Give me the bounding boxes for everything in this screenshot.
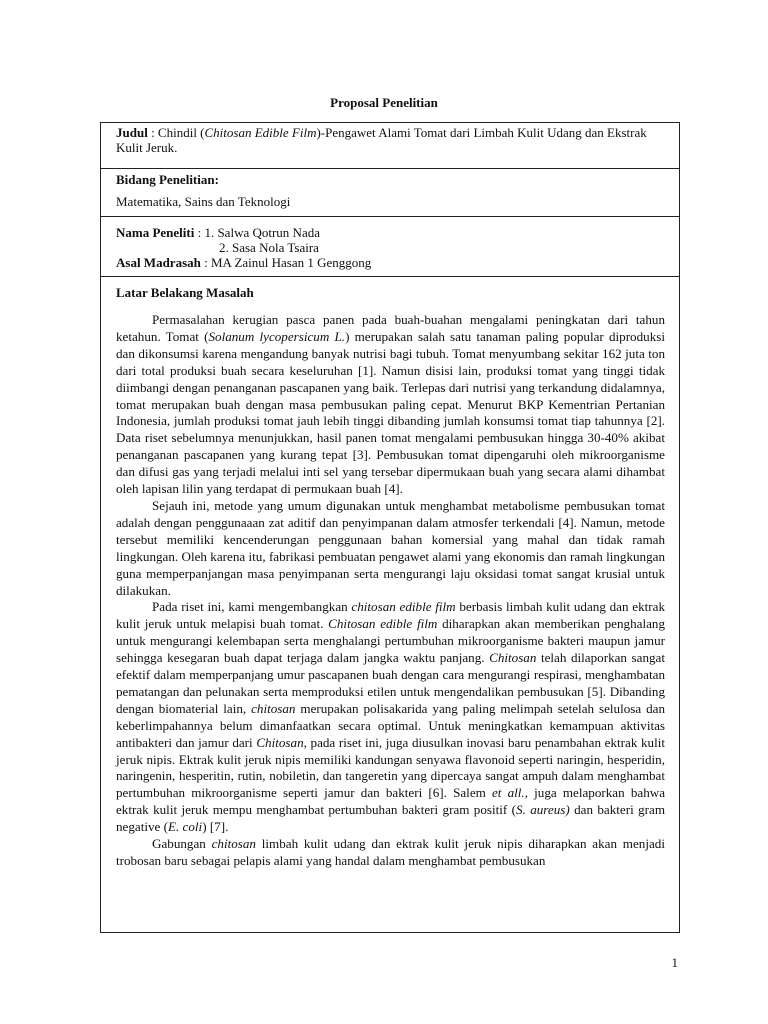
peneliti-line-1 (116, 225, 664, 240)
section-heading: Latar Belakang Masalah (116, 285, 254, 300)
peneliti-row (101, 217, 679, 277)
paragraph-3: Pada riset ini, kami mengembangkan chitosan edible film berbasis limbah kulit udang dan ektrak kulit jeruk untuk melapisi buah tomat. Chitosan edible film diharapkan akan memberikan penghalang untuk mengurangi kelembapan serta menghalangi pertumbuhan mikroorganisme bakteri maupun jamur sehingga kesegaran buah dapat terjaga dalam jangka waktu panjang. Chitosan telah dilaporkan sangat efektif dalam memperpanjang umur pascapanen buah dengan cara mengurangi respirasi, menghambatan pematangan dan pelunakan serta memproduksi etilen untuk mengendalikan pembusukan [5]. Dibanding dengan biomaterial lain, chitosan merupakan polisakarida yang paling melimpah setelah selulosa dan keberlimpahannya belum dimanfaatkan secara optimal. Untuk meningkatkan kemampuan aktivitas antibakteri dan jamur dari Chitosan, pada riset ini, juga diusulkan inovasi baru penambahan ektrak kulit jeruk nipis. Ektrak kulit jeruk nipis memiliki kandungan senyawa flavonoid seperti naringin, hesperidin, naringenin, hesperitin, rutin, nobiletin, dan tangeretin yang dipercaya sangat ampuh dalam menghambat pertumbuhan mikroorganisme seperti jamur dan bakteri [6]. Salem et all., juga melaporkan bahwa ektrak kulit jeruk mempu menghambat pertumbuhan bakteri gram positif (S. aureus) dan bakteri gram negative (E. coli) [7]. (116, 599, 666, 835)
page-title: Proposal Penelitian (330, 95, 438, 110)
madrasah-line (116, 255, 664, 270)
paragraph-1: Permasalahan kerugian pasca panen pada buah-buahan mengalami peningkatan dari tahun ketahun. Tomat (Solanum lycopersicum L.) merupakan salah satu tanaman paling popular diproduksi dan dikonsumsi karena mengandung banyak nutrisi bagi tubuh. Tomat menyumbang sekitar 162 juta ton dari total produksi buah secara keseluruhan [1]. Namun disisi lain, produksi tomat yang tinggi tidak diimbangi dengan penanganan pascapanen yang baik. Terlepas dari nutrisi yang terkandung didalamnya, tomat merupakan buah dengan masa pembusukan paling cepat. Menurut BKP Kementrian Pertanian Indonesia, jumlah produksi tomat jauh lebih tinggi dibanding jumlah konsumsi tomat tiap tahunnya [2]. Data riset sebelumnya menunjukkan, hasil panen tomat mengalami pembusukan hingga 30-40% akibat penanganan pascapanen yang kurang tepat [3]. Pembusukan tomat dipengaruhi oleh mikroorganisme dan difusi gas yang terjadi melalui inti sel yang tersebar dipermukaan buah yang secara alami dihambat oleh lapisan lilin yang terdapat di permukaan buah [4]. (116, 312, 665, 497)
judul-label: Judul (116, 125, 148, 140)
peneliti-label: Nama Peneliti (116, 225, 195, 240)
peneliti-name-2: 2. Sasa Nola Tsaira (219, 240, 319, 255)
latar-belakang-section (101, 277, 679, 870)
paragraph-2: Sejauh ini, metode yang umum digunakan untuk menghambat metabolisme pembusukan tomat adalah dengan penggunaaan zat aditif dan penyimpanan dalam atmosfer terkendali [4]. Namun, metode tersebut memiliki kencenderungan penggunaan bahan komersial yang mahal dan tidak ramah lingkungan. Oleh karena itu, fabrikasi pembuatan pengawet alami yang ekonomis dan ramah lingkungan guna memperpanjangan masa penyimpanan serta mengurangi laju oksidasi tomat sangat krusial untuk dilakukan. (116, 497, 665, 598)
peneliti-name-1: : 1. Salwa Qotrun Nada (194, 225, 320, 240)
judul-text: Judul : Chindil (Chitosan Edible Film)-Pengawet Alami Tomat dari Limbah Kulit Udang dan Ekstrak Kulit Jeruk. (116, 125, 647, 155)
bidang-value: Matematika, Sains dan Teknologi (116, 194, 291, 209)
madrasah-value: : MA Zainul Hasan 1 Genggong (200, 255, 372, 270)
paragraph-4: Gabungan chitosan limbah kulit udang dan ektrak kulit jeruk nipis diharapkan akan menjadi trobosan baru sebagai pelapis alami yang handal dalam menghambat pembusukan (116, 836, 665, 868)
bidang-label: Bidang Penelitian: (116, 172, 219, 187)
madrasah-label: Asal Madrasah (116, 255, 201, 270)
bidang-row (101, 169, 679, 217)
proposal-table (100, 122, 680, 933)
judul-row (101, 123, 679, 169)
page-number: 1 (671, 955, 678, 970)
